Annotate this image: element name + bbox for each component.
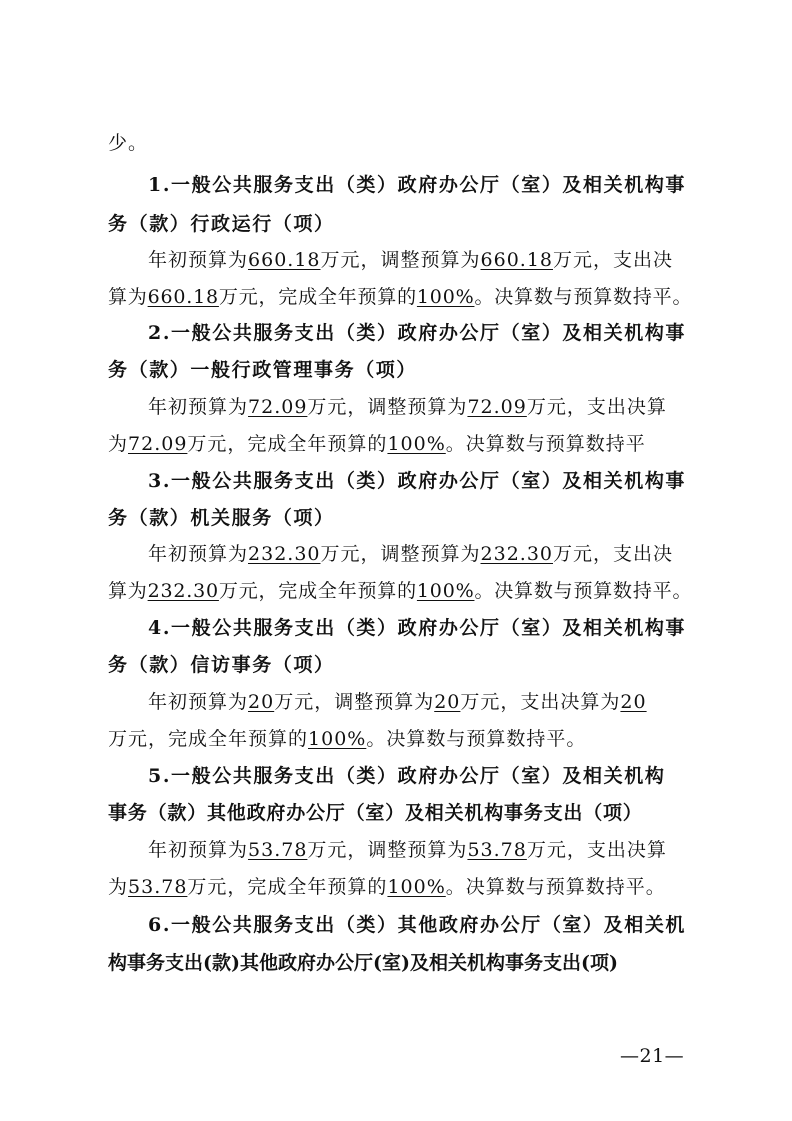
text: 万元，调整预算为 [320, 249, 481, 271]
text: 万元，支出决 [553, 543, 674, 565]
initial-budget-value: 53.78 [248, 839, 308, 861]
item-4-heading [148, 615, 698, 641]
heading-text: 2.一般公共服务支出（类）政府办公厅（室）及相关机构事 [148, 322, 687, 344]
text: 为 [108, 876, 129, 898]
initial-budget-value: 20 [248, 691, 275, 713]
item-5-body [148, 837, 698, 863]
text: 万元，调整预算为 [307, 839, 468, 861]
final-account-value: 20 [620, 691, 647, 713]
heading-text: 构事务支出(款)其他政府办公厅(室)及相关机构事务支出(项) [108, 952, 618, 974]
text: 万元，支出决算为 [460, 691, 621, 713]
heading-text: 务（款）机关服务（项） [108, 507, 335, 529]
adjusted-budget-value: 20 [434, 691, 461, 713]
item-2-body-cont [108, 431, 698, 457]
heading-text: 5.一般公共服务支出（类）政府办公厅（室）及相关机构 [148, 765, 666, 787]
text: 算为 [108, 580, 148, 602]
item-4-body-cont [108, 726, 698, 752]
heading-text: 4.一般公共服务支出（类）政府办公厅（室）及相关机构事 [148, 617, 687, 639]
final-account-value: 72.09 [128, 433, 188, 455]
heading-text: 务（款）行政运行（项） [108, 213, 335, 235]
text: 万元，调整预算为 [307, 396, 468, 418]
completion-rate: 100% [387, 876, 446, 898]
text: 万元，完成全年预算的 [108, 728, 309, 750]
adjusted-budget-value: 53.78 [467, 839, 527, 861]
heading-text: 6.一般公共服务支出（类）其他政府办公厅（室）及相关机 [148, 914, 687, 936]
text: 。决算数与预算数持平。 [445, 876, 666, 898]
text: 万元，完成全年预算的 [187, 433, 388, 455]
item-5-heading [148, 763, 698, 789]
final-account-value: 232.30 [147, 580, 219, 602]
text: 少。 [108, 132, 149, 154]
text: 。决算数与预算数持平。 [474, 286, 693, 308]
item-5-body-cont [108, 874, 698, 900]
item-3-heading-cont [108, 505, 698, 531]
completion-rate: 100% [416, 286, 475, 308]
text: 。决算数与预算数持平 [445, 433, 646, 455]
adjusted-budget-value: 232.30 [480, 543, 553, 565]
item-1-heading-cont [108, 211, 698, 237]
final-account-value: 660.18 [147, 286, 219, 308]
heading-text: 1.一般公共服务支出（类）政府办公厅（室）及相关机构事 [148, 174, 687, 196]
text: 。决算数与预算数持平。 [474, 580, 693, 602]
text: 万元，完成全年预算的 [218, 580, 417, 602]
completion-rate: 100% [416, 580, 475, 602]
heading-text: 务（款）一般行政管理事务（项） [108, 359, 418, 381]
initial-budget-value: 660.18 [248, 249, 321, 271]
text: 年初预算为 [148, 396, 249, 418]
item-4-body [148, 689, 698, 715]
text: 为 [108, 433, 129, 455]
final-account-value: 53.78 [128, 876, 188, 898]
text: 年初预算为 [148, 249, 249, 271]
text: 万元，调整预算为 [320, 543, 481, 565]
text: 年初预算为 [148, 691, 249, 713]
item-2-heading-cont [108, 357, 698, 383]
initial-budget-value: 232.30 [248, 543, 321, 565]
text: 万元，完成全年预算的 [218, 286, 417, 308]
text: 算为 [108, 286, 148, 308]
completion-rate: 100% [387, 433, 446, 455]
initial-budget-value: 72.09 [248, 396, 308, 418]
item-3-body-cont [108, 578, 698, 604]
heading-text: 3.一般公共服务支出（类）政府办公厅（室）及相关机构事 [148, 470, 687, 492]
item-3-body [148, 541, 698, 567]
adjusted-budget-value: 72.09 [467, 396, 527, 418]
text: 万元，支出决 [553, 249, 674, 271]
continued-text [108, 130, 698, 156]
item-1-body [148, 247, 698, 273]
text: 。决算数与预算数持平。 [366, 728, 587, 750]
text: 年初预算为 [148, 543, 249, 565]
item-5-heading-cont [108, 800, 698, 826]
page-number: —21— [620, 1045, 685, 1067]
heading-text: 事务（款）其他政府办公厅（室）及相关机构事务支出（项） [108, 802, 643, 824]
item-1-heading [148, 172, 698, 198]
item-2-body [148, 394, 698, 420]
adjusted-budget-value: 660.18 [480, 249, 553, 271]
text: 万元，支出决算 [526, 839, 667, 861]
text: 万元，完成全年预算的 [187, 876, 388, 898]
item-6-heading-cont [108, 950, 698, 976]
item-6-heading [148, 912, 698, 938]
completion-rate: 100% [308, 728, 367, 750]
item-1-body-cont [108, 284, 698, 310]
text: 万元，支出决算 [526, 396, 667, 418]
item-3-heading [148, 468, 698, 494]
text: 万元，调整预算为 [274, 691, 435, 713]
text: 年初预算为 [148, 839, 249, 861]
item-4-heading-cont [108, 652, 698, 678]
heading-text: 务（款）信访事务（项） [108, 654, 335, 676]
item-2-heading [148, 320, 698, 346]
